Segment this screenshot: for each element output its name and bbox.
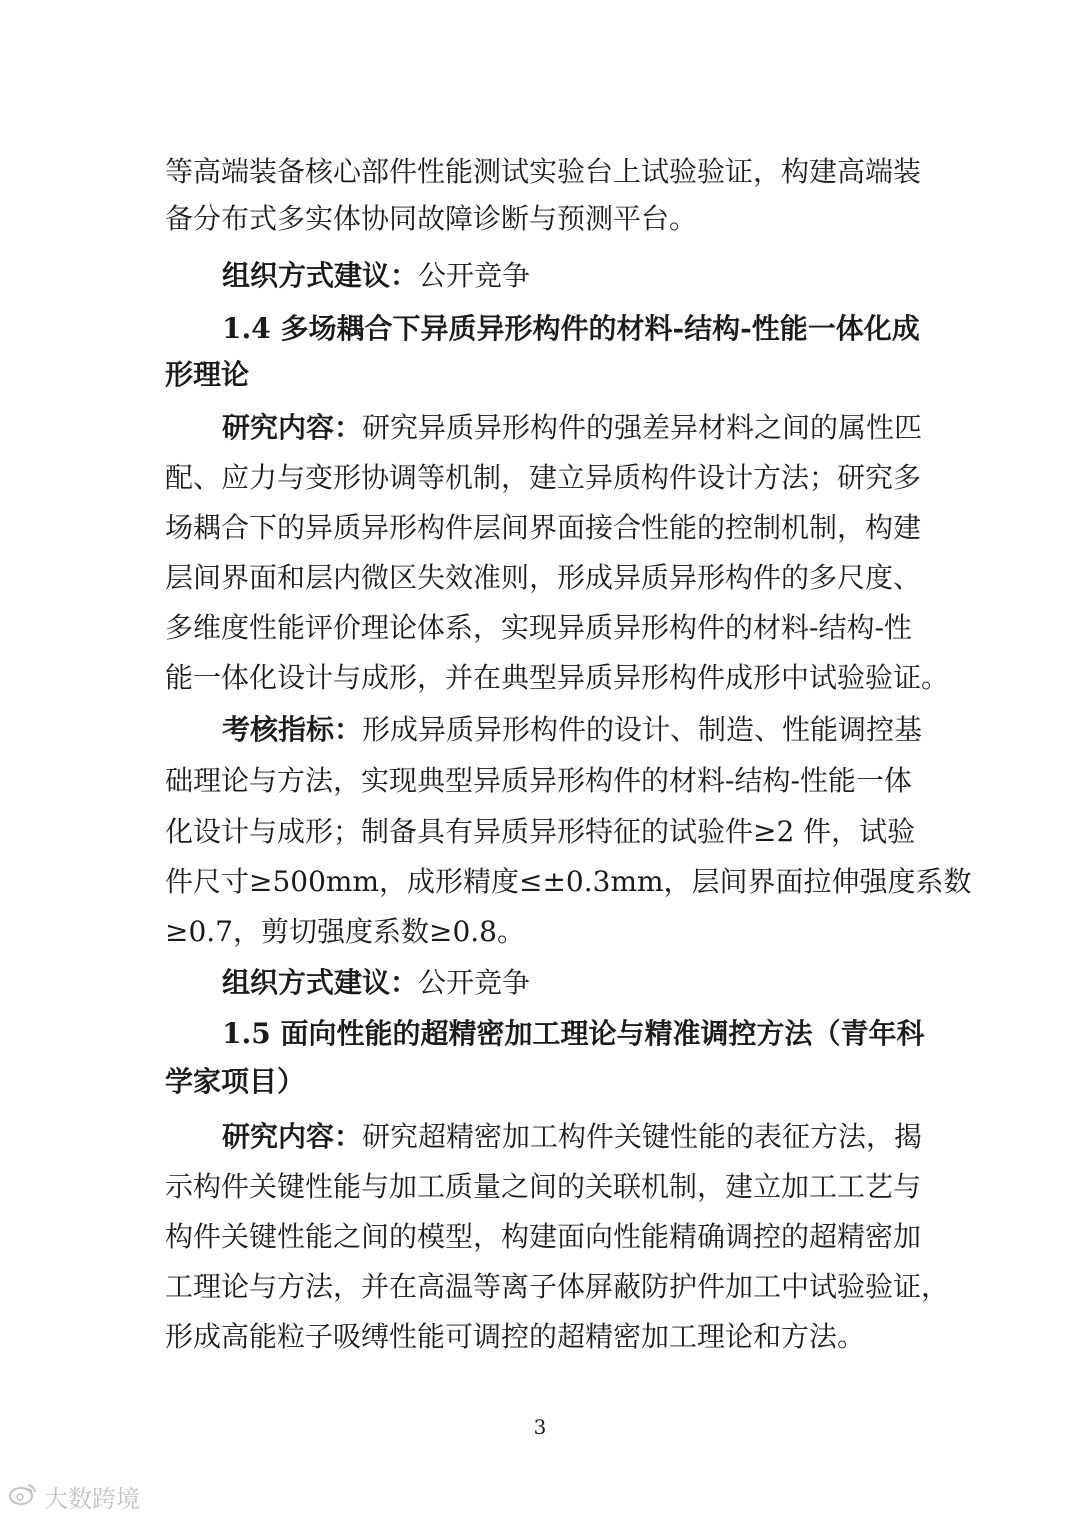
research-content-text: 研究超精密加工构件关键性能的表征方法，揭 <box>362 1120 923 1153</box>
organization-method-label: 组织方式建议： <box>222 259 419 292</box>
body-text-line: 化设计与成形；制备具有异质异形特征的试验件≥2 件，试验 <box>165 815 916 848</box>
body-text-line: 配、应力与变形协调等机制，建立异质构件设计方法；研究多 <box>165 461 922 494</box>
organization-method-line <box>222 259 531 292</box>
body-text-line: 示构件关键性能与加工质量之间的关联机制，建立加工工艺与 <box>165 1170 922 1203</box>
watermark <box>8 1476 140 1516</box>
section-heading-1-5: 1.5 面向性能的超精密加工理论与精准调控方法（青年科 <box>222 1017 925 1050</box>
research-content-text: 研究异质异形构件的强差异材料之间的属性匹 <box>362 411 923 444</box>
organization-method-line <box>222 966 531 999</box>
weibo-icon <box>8 1481 38 1511</box>
research-content-label: 研究内容： <box>222 411 363 444</box>
body-text-line: 工理论与方法，并在高温等离子体屏蔽防护件加工中试验验证， <box>165 1270 950 1303</box>
section-heading-1-4: 1.4 多场耦合下异质异形构件的材料-结构-性能一体化成 <box>222 312 920 345</box>
page-number: 3 <box>533 1415 547 1439</box>
research-content-line <box>222 1120 923 1153</box>
section-heading-1-4-cont: 形理论 <box>165 358 250 391</box>
body-text-line: 层间界面和层内微区失效准则，形成异质异形构件的多尺度、 <box>165 561 922 594</box>
assessment-indicators-label: 考核指标： <box>222 713 363 746</box>
assessment-indicators-line <box>222 713 923 746</box>
body-text-line: 等高端装备核心部件性能测试实验台上试验验证，构建高端装 <box>165 155 922 188</box>
research-content-line <box>222 411 923 444</box>
body-text-line: 场耦合下的异质异形构件层间界面接合性能的控制机制，构建 <box>165 511 922 544</box>
body-text-line: 能一体化设计与成形，并在典型异质异形构件成形中试验验证。 <box>165 661 950 694</box>
organization-method-value: 公开竞争 <box>418 966 531 999</box>
research-content-label: 研究内容： <box>222 1120 363 1153</box>
body-text-line: 形成高能粒子吸缚性能可调控的超精密加工理论和方法。 <box>165 1320 866 1353</box>
body-text-line: ≥0.7，剪切强度系数≥0.8。 <box>165 915 525 948</box>
organization-method-label: 组织方式建议： <box>222 966 419 999</box>
organization-method-value: 公开竞争 <box>418 259 531 292</box>
body-text-line: 础理论与方法，实现典型异质异形构件的材料-结构-性能一体 <box>165 764 912 797</box>
body-text-line: 构件关键性能之间的模型，构建面向性能精确调控的超精密加 <box>165 1220 922 1253</box>
assessment-indicators-text: 形成异质异形构件的设计、制造、性能调控基 <box>362 713 923 746</box>
watermark-text: 大数跨境 <box>44 1484 140 1513</box>
body-text-line: 件尺寸≥500mm，成形精度≤±0.3mm，层间界面拉伸强度系数 <box>165 865 972 898</box>
body-text-line: 多维度性能评价理论体系，实现异质异形构件的材料-结构-性 <box>165 611 912 644</box>
body-text-line: 备分布式多实体协同故障诊断与预测平台。 <box>165 202 698 235</box>
section-heading-1-5-cont: 学家项目） <box>165 1065 306 1098</box>
